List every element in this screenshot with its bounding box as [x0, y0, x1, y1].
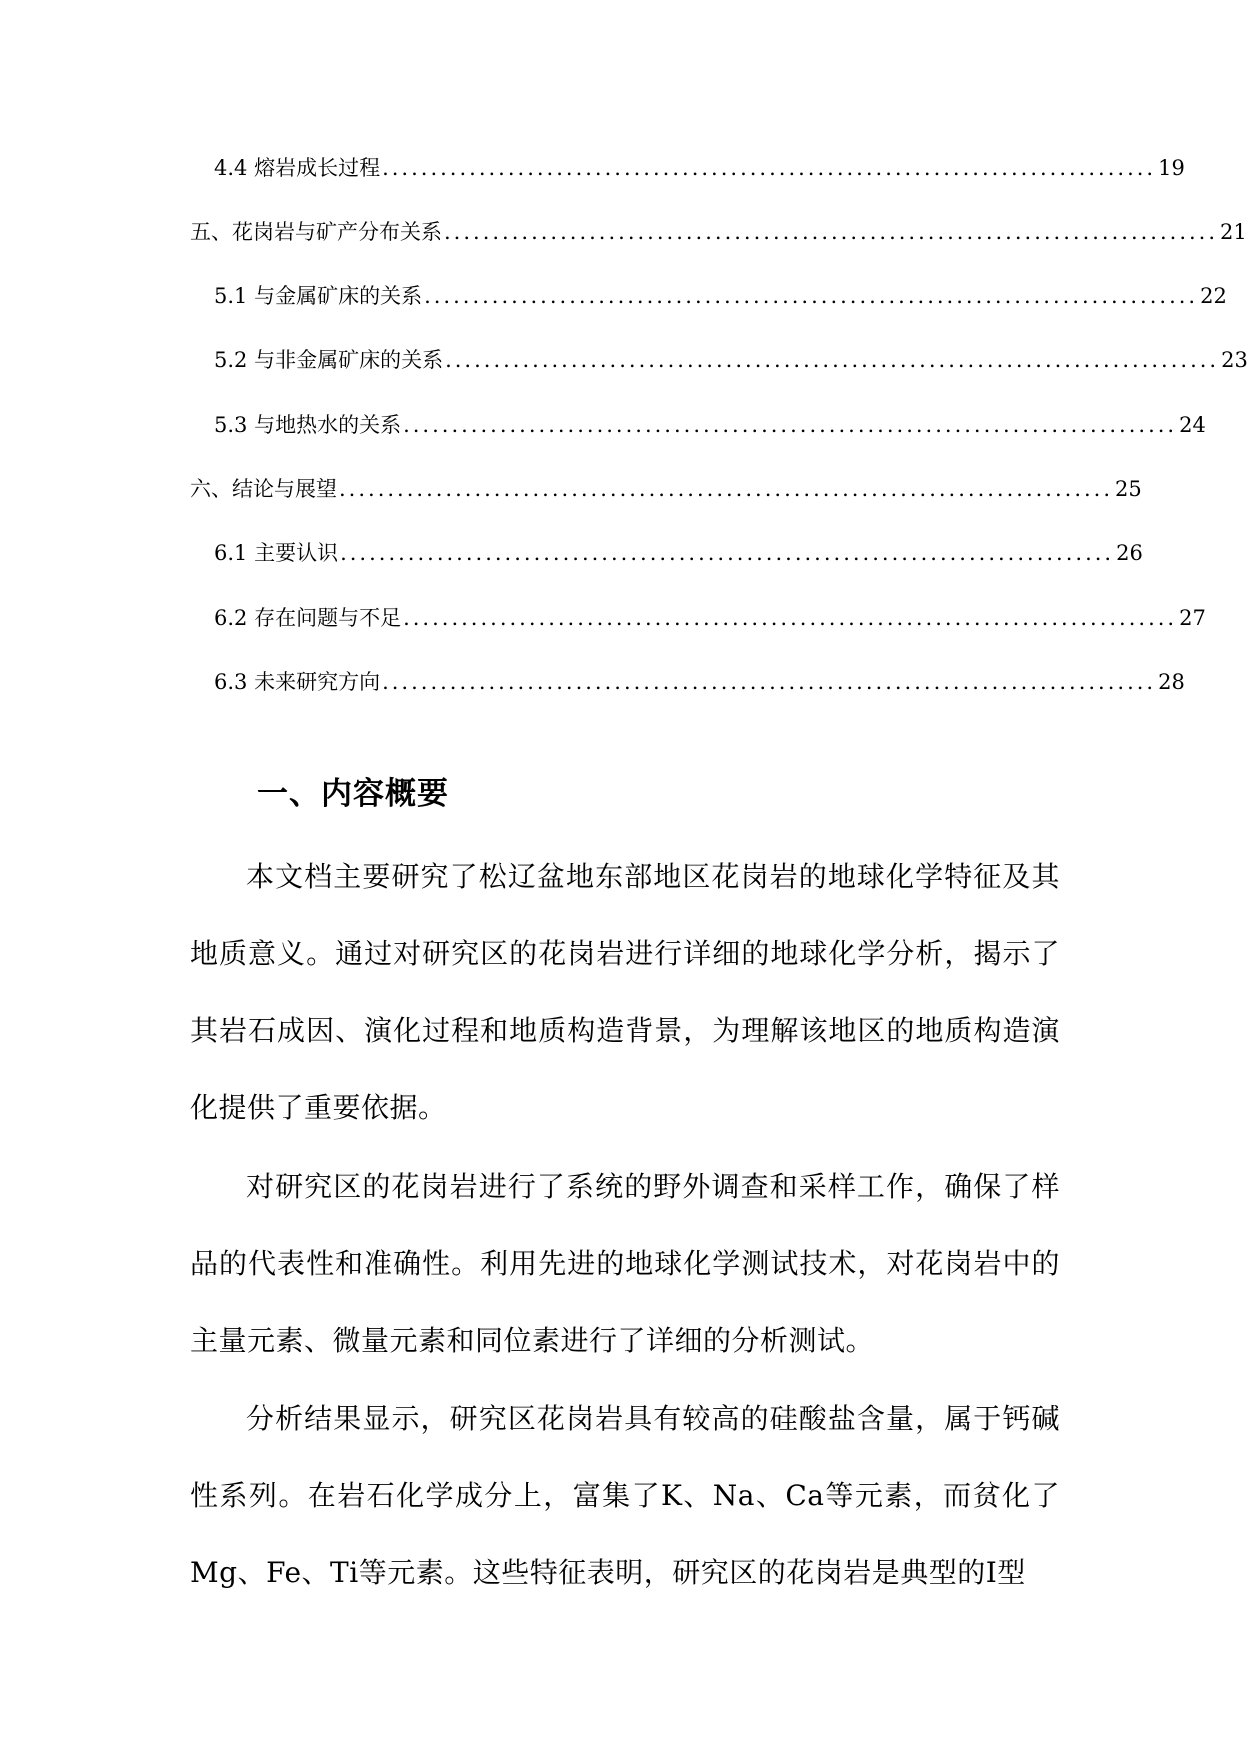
toc-leader-dots: ................................................................................ — [339, 477, 1114, 501]
body-paragraph: 分析结果显示，研究区花岗岩具有较高的硅酸盐含量，属于钙碱性系列。在岩石化学成分上，富集了K、Na、Ca等元素，而贫化了Mg、Fe、Ti等元素。这些特征表明，研究区的花岗岩是典型的I型 — [190, 1402, 1060, 1589]
toc-leader-dots: ................................................................................ — [445, 348, 1220, 372]
toc-entry-title: 6.1 主要认识 — [214, 541, 339, 565]
toc-leader-dots: ................................................................................ — [444, 220, 1219, 244]
toc-entry-title: 6.3 未来研究方向 — [214, 670, 381, 694]
toc-entry-title: 6.2 存在问题与不足 — [214, 606, 402, 630]
toc-entry-title: 4.4 熔岩成长过程 — [214, 156, 381, 180]
toc-entry-page: 26 — [1116, 541, 1143, 565]
toc-entry[interactable] — [190, 216, 1247, 250]
toc-entry-page: 27 — [1179, 606, 1206, 630]
toc-leader-dots: ................................................................................ — [382, 156, 1157, 180]
toc-entry[interactable] — [214, 537, 1143, 571]
toc-entry[interactable] — [214, 280, 1227, 314]
toc-entry[interactable] — [214, 344, 1248, 378]
toc-entry[interactable] — [214, 602, 1206, 636]
toc-entry-page: 24 — [1179, 413, 1206, 437]
toc-leader-dots: ................................................................................ — [340, 541, 1115, 565]
toc-entry-page: 23 — [1221, 348, 1248, 372]
section-heading: 一、内容概要 — [257, 776, 449, 812]
toc-entry-title: 五、花岗岩与矿产分布关系 — [190, 220, 442, 244]
toc-entry-page: 19 — [1158, 156, 1185, 180]
body-paragraph: 本文档主要研究了松辽盆地东部地区花岗岩的地球化学特征及其地质意义。通过对研究区的花岗岩进行详细的地球化学分析，揭示了其岩石成因、演化过程和地质构造背景，为理解该地区的地质构造演化提供了重要依据。 — [190, 860, 1060, 1124]
toc-entry-title: 5.1 与金属矿床的关系 — [214, 284, 423, 308]
body-paragraph: 对研究区的花岗岩进行了系统的野外调查和采样工作，确保了样品的代表性和准确性。利用先进的地球化学测试技术，对花岗岩中的主量元素、微量元素和同位素进行了详细的分析测试。 — [190, 1170, 1060, 1357]
toc-entry-title: 5.3 与地热水的关系 — [214, 413, 402, 437]
toc-entry[interactable] — [214, 152, 1185, 186]
toc-leader-dots: ................................................................................ — [382, 670, 1157, 694]
toc-entry[interactable] — [214, 666, 1185, 700]
toc-leader-dots: ................................................................................ — [424, 284, 1199, 308]
toc-entry[interactable] — [214, 409, 1206, 443]
toc-entry-title: 5.2 与非金属矿床的关系 — [214, 348, 444, 372]
toc-leader-dots: ................................................................................ — [403, 606, 1178, 630]
toc-entry-page: 22 — [1200, 284, 1227, 308]
toc-entry-page: 25 — [1115, 477, 1142, 501]
toc-entry-page: 21 — [1220, 220, 1247, 244]
toc-entry[interactable] — [190, 473, 1142, 507]
toc-entry-title: 六、结论与展望 — [190, 477, 337, 501]
toc-leader-dots: ................................................................................ — [403, 413, 1178, 437]
toc-entry-page: 28 — [1158, 670, 1185, 694]
